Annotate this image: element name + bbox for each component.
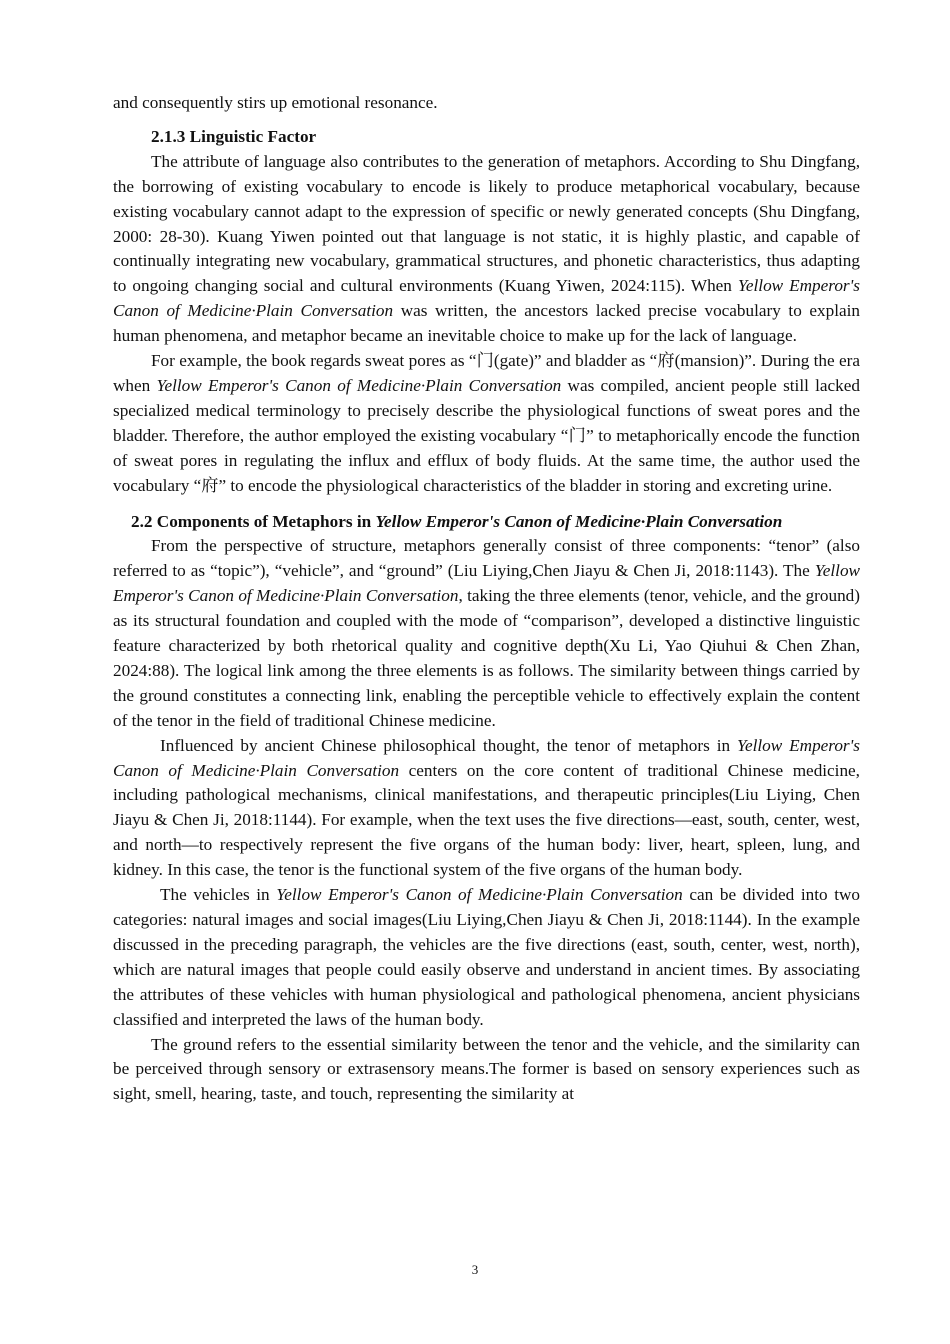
paragraph-text: From the perspective of structure, metaphors generally consist of three components: “tenor” (also referred to as “topic”), “vehicle”, and “ground” (Liu Liying,Chen Jiayu & Chen Ji, 2018:1143). The bbox=[113, 536, 860, 581]
heading-2-1-3: 2.1.3 Linguistic Factor bbox=[151, 126, 317, 146]
paragraph-text: was compiled, ancient people still lacked specialized medical terminology to precisely describe the physiological functions of sweat pores and the bladder. Therefore, the author employed the existing vocabulary “门” to metaphorically encode the function of sweat pores in regulating the influx and efflux of body fluids. At the same time, the author used the vocabulary “府” to encode the physiological characteristics of the bladder in storing and excreting urine. bbox=[113, 375, 860, 495]
book-title: Yellow Emperor's Canon of Medicine·Plain Conversation bbox=[113, 561, 860, 606]
paragraph-components bbox=[113, 534, 860, 733]
paragraph-text: centers on the core content of traditional Chinese medicine, including pathological mechanisms, clinical manifestations, and therapeutic principles(Liu Liying, Chen Jiayu & Chen Ji, 2018:1144). For example, when the text uses the five directions—east, south, center, west, and north—to respectively represent the five organs of the human body: liver, heart, spleen, lung, and kidney. In this case, the tenor is the functional system of the five organs of the human body. bbox=[113, 760, 860, 880]
paragraph-linguistic-factor bbox=[113, 150, 860, 349]
paragraph-text: was written, the ancestors lacked precise vocabulary to explain human phenomena, and metaphor became an inevitable choice to make up for the lack of language. bbox=[113, 301, 860, 346]
paragraph-text: can be divided into two categories: natural images and social images(Liu Liying,Chen Jiayu & Chen Ji, 2018:1144). In the example discussed in the preceding paragraph, the vehicles are the five directions (east, south, center, west, north), which are natural images that people could easily observe and understand in ancient times. By associating the attributes of these vehicles with human physiological and pathological phenomena, ancient physicians classified and interpreted the laws of the human body. bbox=[113, 885, 861, 1029]
paragraph-example bbox=[113, 349, 860, 498]
paragraph-text: For example, the book regards sweat pores as “门(gate)” and bladder as “府(mansion)”. During the era when bbox=[113, 351, 860, 395]
book-title: Yellow Emperor's Canon of Medicine·Plain Conversation bbox=[156, 375, 562, 395]
page-number: 3 bbox=[471, 1262, 479, 1277]
book-title: Yellow Emperor's Canon of Medicine·Plain Conversation bbox=[276, 885, 683, 905]
book-title: Yellow Emperor's Canon of Medicine·Plain Conversation bbox=[113, 276, 860, 321]
paragraph-text: The vehicles in bbox=[160, 885, 277, 905]
paragraph-tenor bbox=[113, 734, 860, 883]
book-title: Yellow Emperor's Canon of Medicine·Plain Conversation bbox=[375, 511, 783, 531]
paragraph-text: Influenced by ancient Chinese philosophical thought, the tenor of metaphors in bbox=[160, 735, 737, 755]
heading-text: 2.2 Components of Metaphors in bbox=[131, 511, 376, 531]
paragraph-vehicles bbox=[113, 883, 860, 1032]
heading-2-2 bbox=[131, 510, 860, 535]
document-page bbox=[113, 91, 860, 1107]
paragraph-ground: The ground refers to the essential similarity between the tenor and the vehicle, and the similarity can be perceived through sensory or extrasensory means.The former is based on sensory experiences such as sight, smell, hearing, taste, and touch, representing the similarity at bbox=[113, 1034, 860, 1104]
paragraph-text: The attribute of language also contributes to the generation of metaphors. According to Shu Dingfang, the borrowing of existing vocabulary to encode is likely to produce metaphorical vocabulary, because existing vocabulary cannot adapt to the expression of specific or newly generated concepts (Shu Dingfang, 2000: 28-30). Kuang Yiwen pointed out that language is not static, it is highly plastic, and capable of continually integrating new vocabulary, grammatical structures, and phonetic characteristics, thus adapting to ongoing changing social and cultural environments (Kuang Yiwen, 2024:115). When bbox=[113, 151, 860, 296]
book-title: Yellow Emperor's Canon of Medicine·Plain Conversation bbox=[113, 735, 860, 780]
paragraph-text: , taking the three elements (tenor, vehicle, and the ground) as its structural foundation and coupled with the mode of “comparison”, developed a distinctive linguistic feature characterized by both rhetorical quality and cognitive depth(Xu Li, Yao Qiuhui & Chen Zhan, 2024:88). The logical link among the three elements is as follows. The similarity between things carried by the ground constitutes a connecting link, enabling the perceptible vehicle to effectively explain the content of the tenor in the field of traditional Chinese medicine. bbox=[113, 586, 860, 730]
paragraph-continuation: and consequently stirs up emotional resonance. bbox=[113, 93, 438, 112]
